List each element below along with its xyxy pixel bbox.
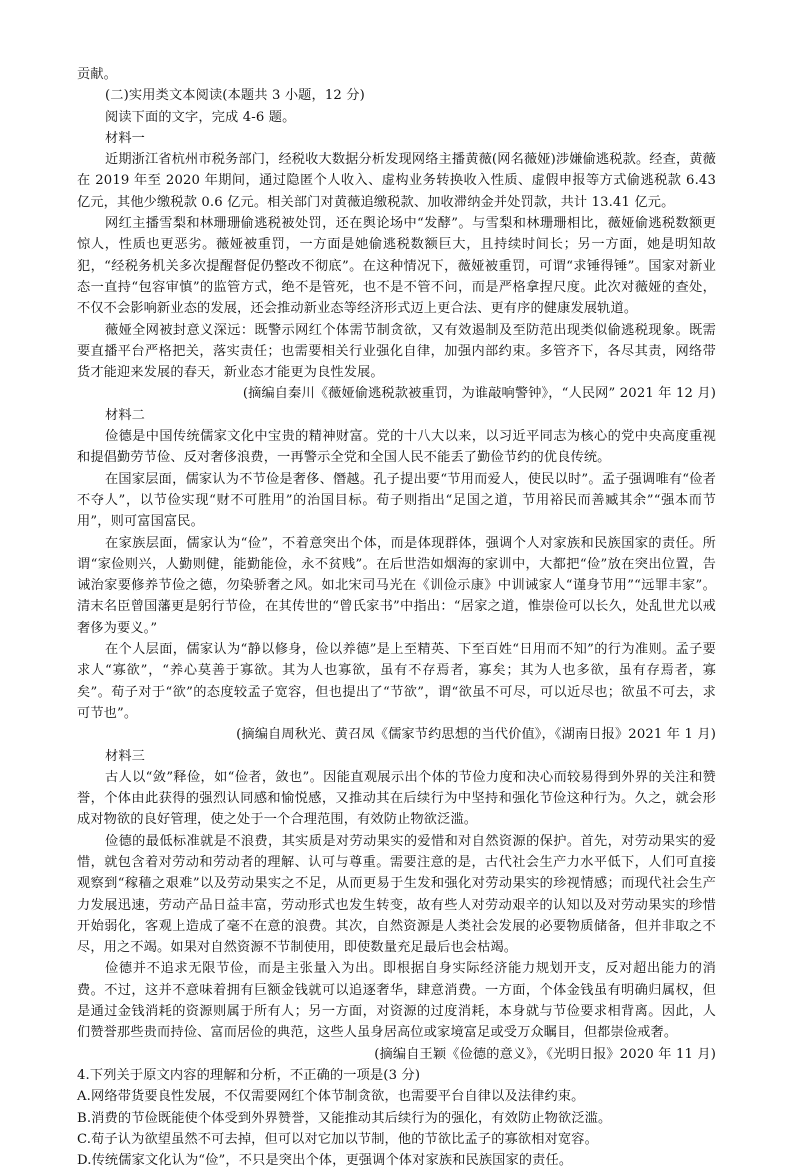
material-1-label: 材料一 xyxy=(105,130,146,146)
question-option-b: B.消费的节俭既能使个体受到外界赞誉，又能推动其后续行为的强化，有效防止物欲泛滥。 xyxy=(77,1110,612,1126)
material-3-source: (摘编自王颖《俭德的意义》，《光明日报》2020 年 11 月) xyxy=(374,1046,716,1062)
material-2-label: 材料二 xyxy=(105,407,146,423)
material-2-paragraph: 在家族层面，儒家认为“俭”，不着意突出个体，而是体现群体，强调个人对家族和民族国家的责任。所谓“家俭则兴，人勤则健，能勤能俭，永不贫贱”。在后世浩如烟海的家训中，大都把“俭”放在突出位置，告诫治家要修养节俭之德，勿染骄奢之风。如北宋司马光在《训俭示康》中训诫家人“谨身节用”“远罪丰家”。清末名臣曾国藩更是躬行节俭，在其传世的“曾氏家书”中指出：“居家之道，惟崇俭可以长久，处乱世尤以戒奢侈为要义。” xyxy=(77,535,716,636)
material-2-paragraph: 在国家层面，儒家认为不节俭是奢侈、僭越。孔子提出要“节用而爱人，使民以时”。孟子强调唯有“俭者不夺人”，以节俭实现“财不可胜用”的治国目标。荀子则指出“足国之道，节用裕民而善臧其余”“强本而节用”，则可富国富民。 xyxy=(77,471,716,530)
question-stem: 4.下列关于原文内容的理解和分析，不正确的一项是(3 分) xyxy=(77,1067,421,1083)
document-page xyxy=(77,64,716,1171)
material-2-source: (摘编自周秋光、黄召凤《儒家节约思想的当代价值》，《湖南日报》2021 年 1 月) xyxy=(236,727,716,743)
material-3-paragraph: 俭德的最低标准就是不浪费，其实质是对劳动果实的爱惜和对自然资源的保护。首先，对劳动果实的爱惜，就包含着对劳动和劳动者的理解、认可与尊重。需要注意的是，古代社会生产力水平低下，人们可直接观察到“稼穑之艰难”以及劳动果实之不足，从而更易于生发和强化对劳动果实的珍视情感；而现代社会生产力发展迅速，劳动产品日益丰富，劳动形式也发生转变，故有些人对劳动艰辛的认知以及对劳动果实的珍惜开始弱化，客观上造成了毫不在意的浪费。其次，自然资源是人类社会发展的必要物质储备，但并非取之不尽，用之不竭。如果对自然资源不节制使用，即使数量充足最后也会枯竭。 xyxy=(77,833,716,956)
material-3-paragraph: 俭德并不追求无限节俭，而是主张量入为出。即根据自身实际经济能力规划开支，反对超出能力的消费。不过，这并不意味着拥有巨额金钱就可以追逐奢华，肆意消费。一方面，个体金钱虽有明确归属权，但是通过金钱消耗的资源则属于所有人；另一方面，对资源的过度消耗，本身就与节俭要求相背离。因此，人们赞誉那些贵而持俭、富而居俭的典范，这些人虽身居高位或家境富足或受万众瞩目，但都崇俭戒奢。 xyxy=(77,961,716,1041)
top-fragment: 贡献。 xyxy=(77,67,118,82)
question-option-d: D.传统儒家文化认为“俭”，不只是突出个体，更强调个体对家族和民族国家的责任。 xyxy=(77,1153,573,1169)
material-1-paragraph: 网红主播雪梨和林珊珊偷逃税被处罚，还在舆论场中“发酵”。与雪梨和林珊珊相比，薇娅偷逃税数额更惊人，性质也更恶劣。薇娅被重罚，一方面是她偷逃税数额巨大，且持续时间长；另一方面，她是明知故犯，“经税务机关多次提醒督促仍整改不彻底”。在这种情况下，薇娅被重罚，可谓“求锤得锤”。国家对新业态一直持“包容审慎”的监管方式，绝不是管死，也不是不管不问，而是严格拿捏尺度。此次对薇娅的查处，不仅不会影响新业态的发展，还会推动新业态等经济形式迈上更合法、更有序的健康发展轨道。 xyxy=(77,216,716,317)
section-instruction: 阅读下面的文字，完成 4-6 题。 xyxy=(105,109,296,125)
material-2-paragraph: 在个人层面，儒家认为“静以修身，俭以养德”是上至精英、下至百姓“日用而不知”的行为准则。孟子要求人“寡欲”，“养心莫善于寡欲。其为人也寡欲，虽有不存焉者，寡矣；其为人也多欲，虽有存焉者，寡矣”。荀子对于“欲”的态度较孟子宽容，但也提出了“节欲”，谓“欲虽不可尽，可以近尽也；欲虽不可去，求可节也”。 xyxy=(77,642,716,721)
material-1-paragraph: 薇娅全网被封意义深远：既警示网红个体需节制贪欲，又有效遏制及至防范出现类似偷逃税现象。既需要直播平台严格把关，落实责任；也需要相关行业强化自律，加强内部约束。多管齐下，各尽其责，网络带货才能迎来发展的春天，新业态才能更为良性发展。 xyxy=(77,322,716,381)
material-1-paragraph: 近期浙江省杭州市税务部门，经税收大数据分析发现网络主播黄薇(网名薇娅)涉嫌偷逃税款。经查，黄薇在 2019 年至 2020 年期间，通过隐匿个人收入、虚构业务转换收入性质、虚假申报等方式偷逃税款 6.43 亿元，其他少缴税款 0.6 亿元。相关部门对黄薇追缴税款、加收滞纳金并处罚款，共计 13.41 亿元。 xyxy=(77,152,716,210)
material-3-paragraph: 古人以“敛”释俭，如“俭者，敛也”。因能直观展示出个体的节俭力度和决心而较易得到外界的关注和赞誉，个体由此获得的强烈认同感和愉悦感，又推动其在后续行为中坚持和强化节俭这种行为。久之，就会形成对物欲的良好管理，使之处于一个合理范围，有效防止物欲泛滥。 xyxy=(77,769,716,828)
material-3-label: 材料三 xyxy=(105,748,146,764)
section-title: (二)实用类文本阅读(本题共 3 小题，12 分) xyxy=(105,88,365,104)
material-1-source: (摘编自秦川《薇娅偷逃税款被重罚，为谁敲响警钟》，“人民网” 2021 年 12 月) xyxy=(242,386,716,402)
question-option-c: C.荀子认为欲望虽然不可去掉，但可以对它加以节制，他的节欲比孟子的寡欲相对宽容。 xyxy=(77,1131,598,1147)
material-2-paragraph: 俭德是中国传统儒家文化中宝贵的精神财富。党的十八大以来，以习近平同志为核心的党中央高度重视和提倡勤劳节俭、反对奢侈浪费，一再警示全党和全国人民不能丢了勤俭节约的优良传统。 xyxy=(77,429,716,466)
question-option-a: A.网络带货要良性发展，不仅需要网红个体节制贪欲，也需要平台自律以及法律约束。 xyxy=(77,1089,585,1105)
